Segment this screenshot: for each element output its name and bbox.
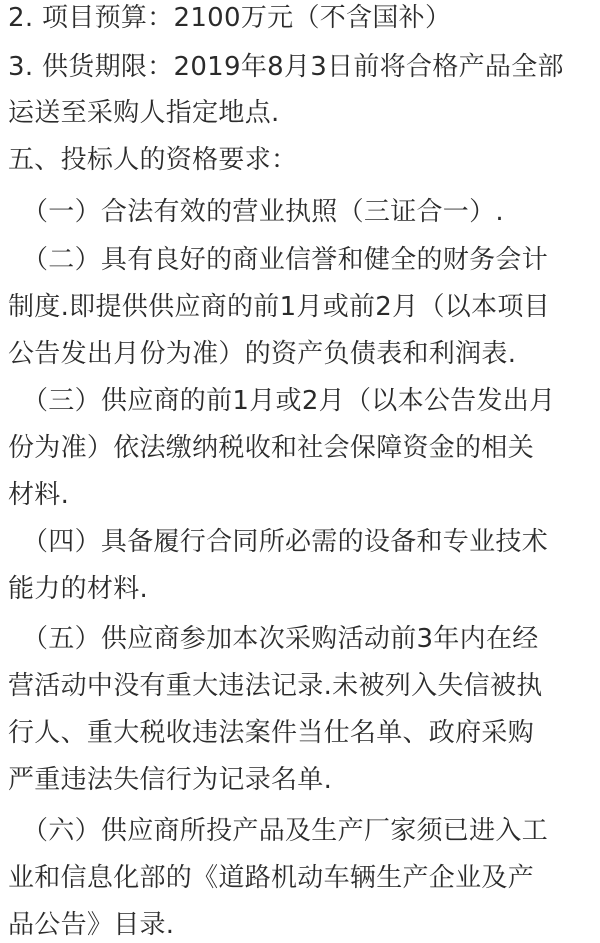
- requirement-6-cont: 业和信息化部的《道路机动车辆生产企业及产: [8, 863, 535, 893]
- requirement-3-cont: 份为准）依法缴纳税收和社会保障资金的相关: [8, 433, 535, 463]
- requirement-5-cont: 行人、重大税收违法案件当仕名单、政府采购: [8, 718, 535, 748]
- requirement-3: （三）供应商的前1月或2月（以本公告发出月: [22, 386, 556, 416]
- requirement-1: （一）合法有效的营业执照（三证合一）.: [22, 197, 504, 227]
- requirement-4-cont: 能力的材料.: [8, 574, 149, 604]
- delivery-line: 3. 供货期限：2019年8月3日前将合格产品全部: [8, 52, 564, 82]
- requirement-5-cont: 严重违法失信行为记录名单.: [8, 765, 333, 795]
- requirement-5: （五）供应商参加本次采购活动前3年内在经: [22, 624, 539, 654]
- requirement-2-cont: 制度.即提供供应商的前1月或前2月（以本项目: [8, 292, 550, 322]
- requirement-2-cont: 公告发出月份为准）的资产负债表和利润表.: [8, 339, 517, 369]
- requirement-5-cont: 营活动中没有重大违法记录.未被列入失信被执: [8, 671, 543, 701]
- section-heading: 五、投标人的资格要求：: [8, 145, 298, 175]
- requirement-6: （六）供应商所投产品及生产厂家须已进入工: [22, 816, 549, 846]
- requirement-6-cont: 品公告》目录.: [8, 910, 175, 940]
- requirement-4: （四）具备履行合同所必需的设备和专业技术: [22, 527, 549, 557]
- requirement-2: （二）具有良好的商业信誉和健全的财务会计: [22, 245, 549, 275]
- budget-line: 2. 项目预算：2100万元（不含国补）: [8, 3, 452, 33]
- delivery-line-cont: 运送至采购人指定地点.: [8, 98, 280, 128]
- requirement-3-cont: 材料.: [8, 480, 70, 510]
